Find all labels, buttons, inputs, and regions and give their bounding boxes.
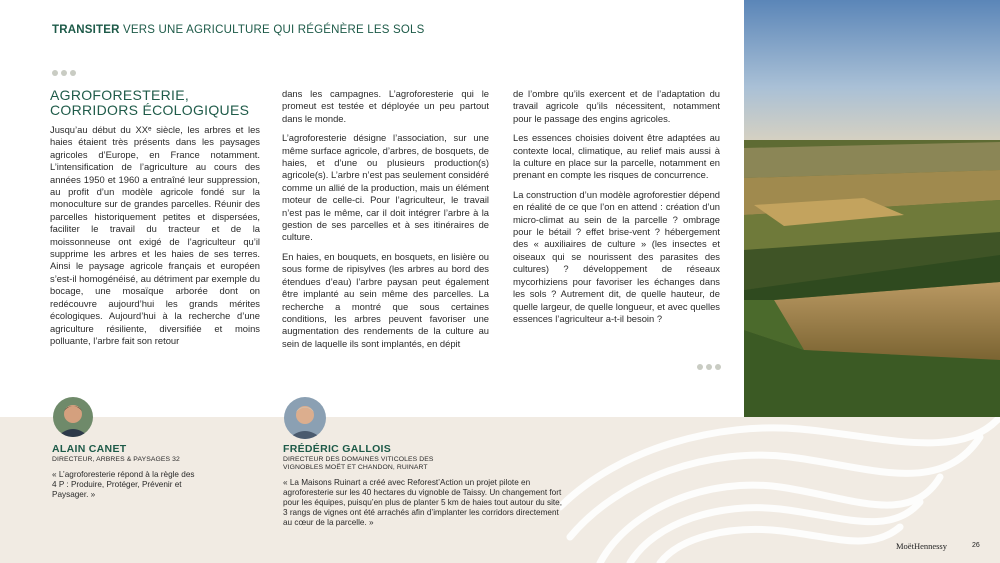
header-rest: VERS UNE AGRICULTURE QUI RÉGÉNÈRE LES SOLS <box>119 24 425 36</box>
avatar-frederic-gallois <box>284 397 326 439</box>
dots-decoration-top <box>52 70 76 76</box>
person-quote-2: « La Maisons Ruinart a créé avec Reforest’Action un projet pilote en agroforesterie sur les 40 hectares du vignoble de Taissy. Un changement fort pour les équipes, puisqu’en plus de planter 5 km de haies tout autour du site, 3 rangs de vignes ont été arrachés afin d’implanter les corridors directement au cœur de la parcelle. » <box>283 478 563 527</box>
person-quote-1: « L’agroforesterie répond à la règle des 4 P : Produire, Protéger, Prévenir et Paysager. » <box>52 470 195 499</box>
paragraph: En haies, en bouquets, en bosquets, en lisière ou sous forme de ripisylves (les arbres au bord des étendues d’eau) l’arbre paysan peut également être implanté au sein même des parcelles. La recherche a montré que sous certaines conditions, les arbres peuvent favoriser une augmentation des rendements de la culture au sein de laquelle ils sont implantés, en dépit <box>282 250 489 349</box>
paragraph: de l’ombre qu’ils exercent et de l’adaptation du travail agricole qu’ils nécessitent, notamment pour le passage des engins agricoles. <box>513 88 720 124</box>
aerial-landscape-photo <box>744 0 1000 417</box>
text-column-3 <box>513 88 720 332</box>
paragraph: Jusqu’au début du XXᵉ siècle, les arbres et les haies étaient très présents dans les paysages agricoles d’Europe, en France notamment. L’intensification de l’agriculture au cours des années 1950 et 1960 a entraîné leur suppression, au profit d’un modèle agricole fondé sur la monoculture sur de grandes parcelles. Réunir des parcelles historiquement petites et dispersées, faciliter le travail du tracteur et de la moissonneuse ont exigé de l’agriculteur qu’il supprime les arbres et les haies de ses terres. Ainsi le paysage agricole français et européen s’est-il homogénéisé, au détriment par exemple du bocage, une mosaïque arborée dont on redécouvre aujourd’hui les grands mérites écologiques. Aujourd’hui à la recherche d’une agriculture résiliente, diversifiée et moins polluante, l’arbre fait son retour <box>50 124 261 346</box>
person-role-2: DIRECTEUR DES DOMAINES VITICOLES DES VIGNOBLES MOËT ET CHANDON, RUINART <box>283 456 434 472</box>
paragraph: Les essences choisies doivent être adaptées au contexte local, climatique, au relief mais aussi à la culture en place sur la parcelle, notamment en prenant en compte les risques de concurrence. <box>513 132 720 181</box>
paragraph: dans les campagnes. L’agroforesterie qui le promeut est testée et déployée un peu partout dans le monde. <box>282 88 489 124</box>
avatar-alain-canet <box>53 397 93 437</box>
text-column-2 <box>282 88 489 357</box>
paragraph: L’agroforesterie désigne l’association, sur une même surface agricole, d’arbres, de bosquets, de haies, et d’une ou plusieurs production(s) agricole(s). L’arbre n’est pas seulement considéré comme un allié de la production, mais un élément moteur de celle-ci. Pour l’agriculteur, le travail n’est pas le même, car il doit intégrer l’arbre à la gestion de ses parcelles et à ses itinéraires de culture. <box>282 132 489 243</box>
text-column-1 <box>50 124 260 354</box>
page-header <box>52 24 425 36</box>
person-name-1: ALAIN CANET <box>52 443 127 455</box>
moet-hennessy-logo: MoëtHennessy <box>896 541 947 551</box>
header-bold: TRANSITER <box>52 24 120 36</box>
person-name-2: FRÉDÉRIC GALLOIS <box>283 443 392 455</box>
section-title: AGROFORESTERIE, CORRIDORS ÉCOLOGIQUES <box>50 87 250 118</box>
dots-decoration-bottom <box>697 364 721 370</box>
person-role-1: DIRECTEUR, ARBRES & PAYSAGES 32 <box>52 456 180 463</box>
paragraph: La construction d’un modèle agroforestier dépend en réalité de ce que l’on en attend : création d’un micro-climat au sein de la parcelle ? ombrage pour le bétail ? effet brise-vent ? hébergement des « auxiliaires de culture » (les insectes et oiseaux qui se nourissent des parasites des cultures) ? développement de réseaux mycorhiziens pour favoriser les échanges dans les sols ? Autrement dit, de quelle hauteur, de quelle largeur, de quelle longueur, et avec quelles essences l’agriculteur a-t-il besoin ? <box>513 188 720 324</box>
page-number: 26 <box>972 542 980 549</box>
